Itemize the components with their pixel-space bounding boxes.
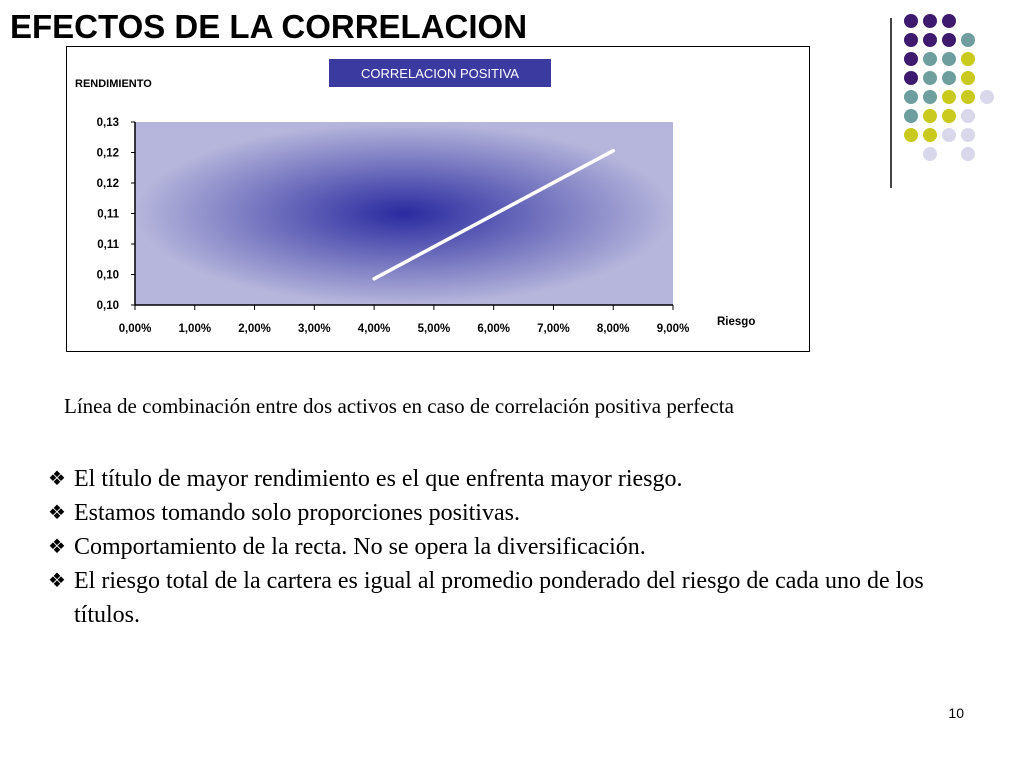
x-tick-label: 1,00% [178,323,212,335]
y-tick-label: 0,11 [97,239,119,251]
decorative-dot [961,147,975,161]
chart-caption: Línea de combinación entre dos activos en caso de correlación positiva perfecta [64,394,734,418]
decorative-dot [980,90,994,104]
bullet-item: ❖ El título de mayor rendimiento es el que enfrenta mayor riesgo. [48,462,988,496]
decorative-dot [942,109,956,123]
decorative-dot [961,90,975,104]
decorative-dot [904,71,918,85]
y-tick-label: 0,10 [96,300,119,312]
x-tick-label: 6,00% [477,323,510,335]
decorative-dot [904,14,918,28]
decorative-dot [942,128,956,142]
decorative-dot [961,52,975,66]
bullet-item: ❖ Estamos tomando solo proporciones positivas. [48,496,988,530]
decorative-dot [942,14,956,28]
decorative-dot [904,52,918,66]
y-tick-label: 0,12 [96,147,119,160]
chart-frame [66,46,810,352]
decorative-dot [904,90,918,104]
x-tick-label: 7,00% [537,323,570,335]
diamond-bullet-icon: ❖ [48,502,66,524]
x-tick-label: 8,00% [596,323,630,335]
decorative-dot [904,33,918,47]
decorative-dot [923,52,937,66]
y-axis-label: RENDIMIENTO [75,78,152,90]
x-tick-label: 9,00% [656,323,690,335]
x-tick-label: 2,00% [238,323,271,335]
bullet-item: ❖ El riesgo total de la cartera es igual al promedio ponderado del riesgo de cada uno de los títulos. [48,564,988,632]
decorative-dot [923,128,937,142]
page-number: 10 [948,705,964,721]
x-tick-label: 5,00% [417,323,451,335]
decorative-dot [923,14,937,28]
decorative-dot [923,109,937,123]
x-tick-label: 4,00% [357,323,391,335]
y-tick-label: 0,12 [96,178,119,190]
decorative-dot [904,109,918,123]
chart-title: CORRELACION POSITIVA [361,66,519,81]
decorative-dot [923,71,937,85]
diamond-bullet-icon: ❖ [48,536,66,558]
decorative-dot [904,128,918,142]
diamond-bullet-icon: ❖ [48,468,66,490]
plot-area [135,122,673,305]
decorative-dot [961,128,975,142]
decorative-dot [923,90,937,104]
decorative-dot [942,33,956,47]
decorative-dot [961,71,975,85]
bullet-item: ❖ Comportamiento de la recta. No se opera la diversificación. [48,530,988,564]
y-tick-label: 0,11 [97,208,119,221]
chart-svg [67,47,811,353]
y-tick-label: 0,13 [96,117,119,129]
x-tick-label: 0,00% [118,323,152,335]
decorative-dot [942,90,956,104]
decorative-dot [923,147,937,161]
decorative-dot [942,52,956,66]
y-tick-label: 0,10 [96,269,119,282]
divider-line [890,18,892,188]
x-tick-label: 3,00% [298,323,331,335]
decorative-dot [961,33,975,47]
decorative-dot [923,33,937,47]
x-axis-label: Riesgo [717,316,756,328]
diamond-bullet-icon: ❖ [48,570,66,592]
slide-title: EFECTOS DE LA CORRELACION [10,8,528,45]
bullet-list [48,462,988,632]
decorative-dot [961,109,975,123]
decorative-dot [942,71,956,85]
decorative-dot-grid [904,14,1014,174]
